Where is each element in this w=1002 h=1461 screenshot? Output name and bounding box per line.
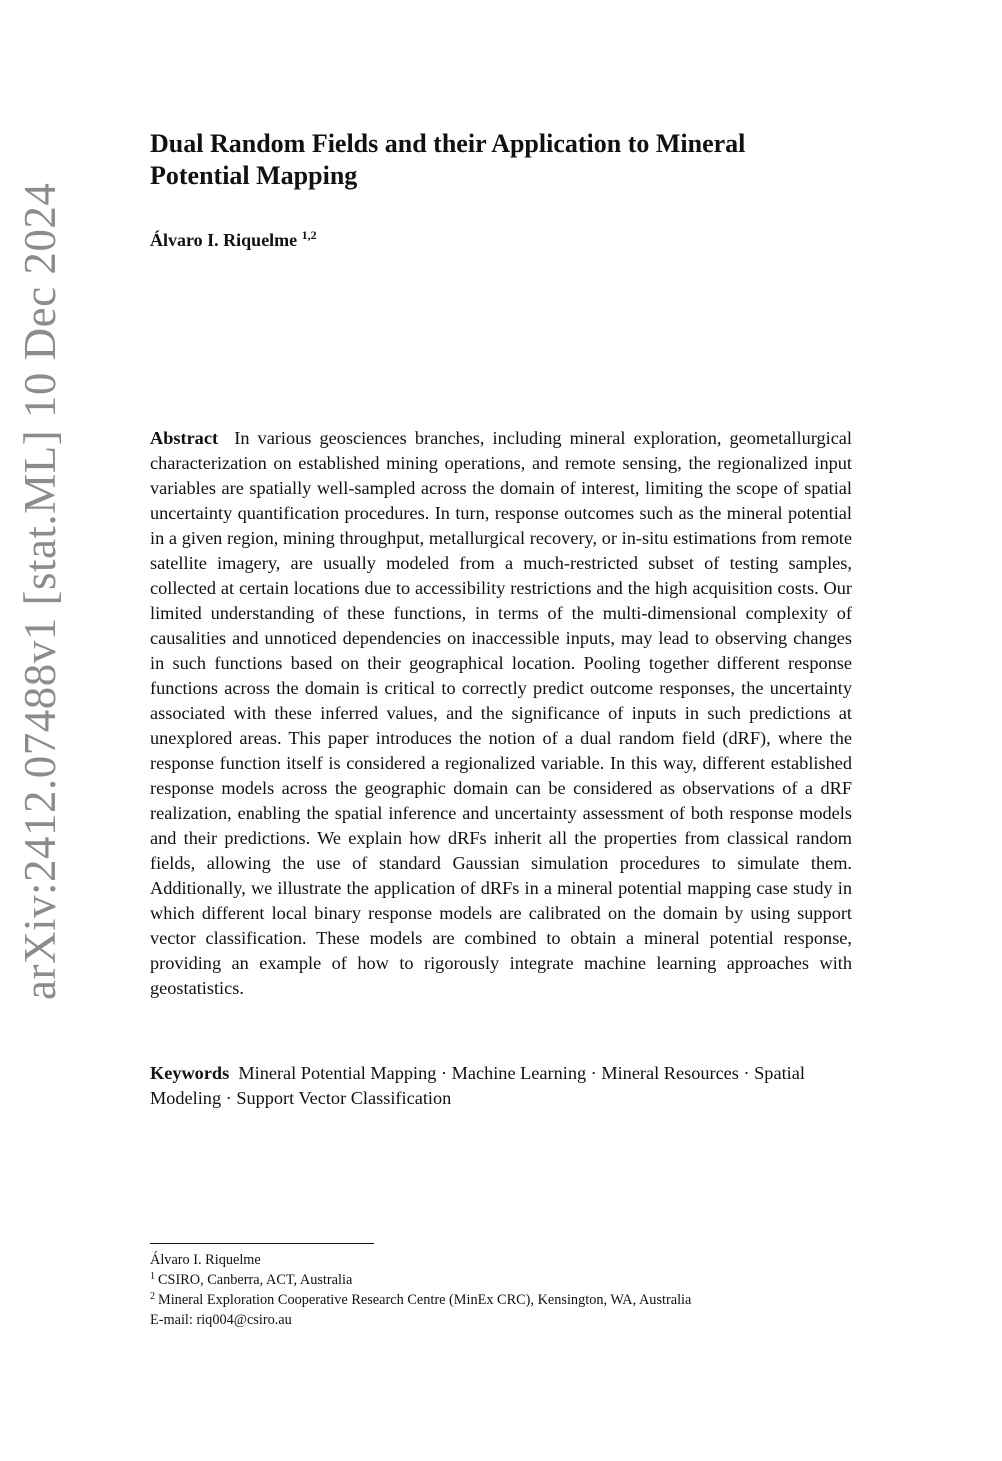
keywords [150,1061,852,1111]
abstract [150,426,852,1001]
abstract-text: In various geosciences branches, including mineral exploration, geometallurgical characterization on established mining operations, and remote sensing, the regionalized input variables are spatially well-sampled across the domain of interest, limiting the scope of spatial uncertainty quantification procedures. In turn, response outcomes such as the mineral potential in a given region, mining throughput, metallurgical recovery, or in-situ estimations from remote satellite imagery, are usually modeled from a much-restricted subset of testing samples, collected at certain locations due to accessibility restrictions and the high acquisition costs. Our limited understanding of these functions, in terms of the multi-dimensional complexity of causalities and unnoticed dependencies on inaccessible inputs, may lead to observing changes in such functions based on their geographical location. Pooling together different response functions across the domain is critical to correctly predict outcome responses, the uncertainty associated with these inferred values, and the significance of inputs in such predictions at unexplored areas. This paper introduces the notion of a dual random field (dRF), where the response function itself is considered a regionalized variable. In this way, different established response models across the geographic domain can be considered as observations of a dRF realization, enabling the spatial inference and uncertainty assessment of both response models and their predictions. We explain how dRFs inherit all the properties from classical random fields, allowing the use of standard Gaussian simulation procedures to simulate them. Additionally, we illustrate the application of dRFs in a mineral potential mapping case study in which different local binary response models are calibrated on the domain by using support vector classification. These models are combined to obtain a mineral potential response, providing an example of how to rigorously integrate machine learning approaches with geostatistics. [150,428,853,998]
footnote-affiliation-2 [150,1290,852,1310]
footnote-affiliation-1 [150,1270,852,1290]
footnotes [150,1250,852,1330]
abstract-label: Abstract [150,428,219,448]
author-affiliation-marks: 1,2 [301,228,317,242]
footnote-mark-1: 1 [150,1271,155,1282]
footnote-mark-2: 2 [150,1291,155,1302]
author-line [150,228,317,252]
keywords-text: Mineral Potential Mapping · Machine Learning · Mineral Resources · Spatial Modeling · Support Vector Classification [150,1063,805,1108]
keywords-label: Keywords [150,1063,230,1083]
author-name: Álvaro I. Riquelme [150,230,298,250]
arxiv-identifier: arXiv:2412.07488v1 [stat.ML] 10 Dec 2024 [15,182,65,1000]
footnote-affiliation-1-text: CSIRO, Canberra, ACT, Australia [158,1272,353,1288]
footnote-email[interactable]: E-mail: riq004@csiro.au [150,1312,292,1328]
paper-title: Dual Random Fields and their Application to Mineral Potential Mapping [150,129,746,190]
footnote-author: Álvaro I. Riquelme [150,1252,261,1268]
footnote-divider [150,1243,374,1244]
footnote-affiliation-2-text: Mineral Exploration Cooperative Research Centre (MinEx CRC), Kensington, WA, Australia [158,1292,692,1308]
